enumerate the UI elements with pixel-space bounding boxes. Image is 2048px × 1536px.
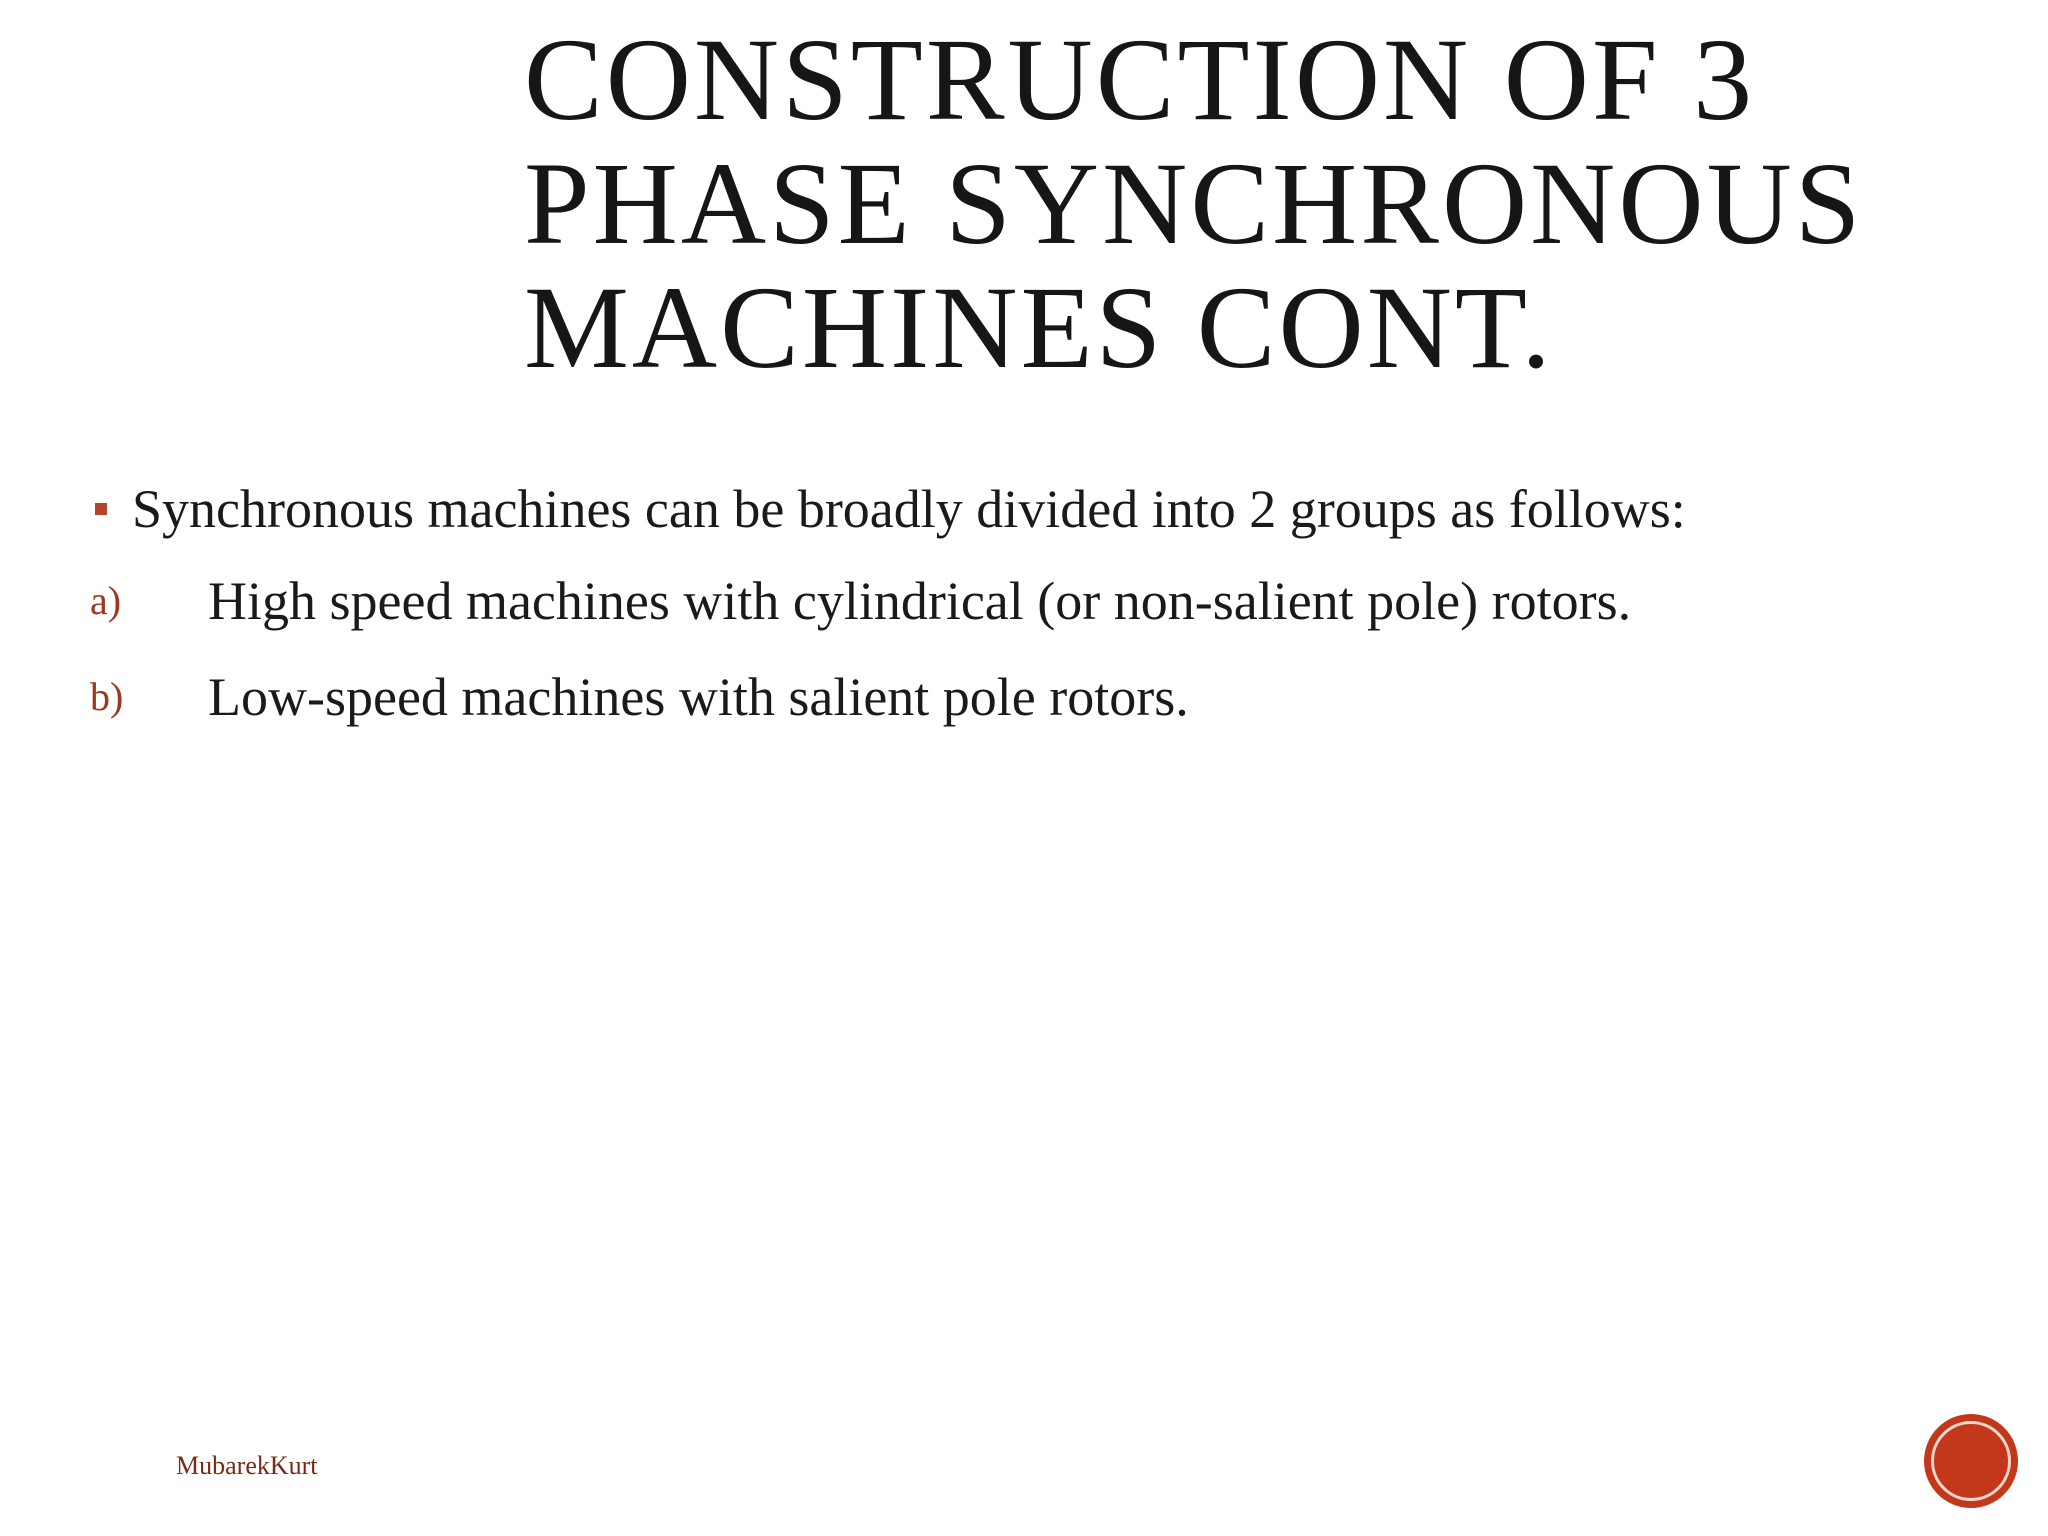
list-item-b-text: Low-speed machines with salient pole rotors. — [208, 667, 1189, 727]
square-bullet-icon — [95, 503, 107, 515]
title-line-1: CONSTRUCTION OF 3 — [524, 14, 1756, 145]
slide-nav-circle-icon[interactable] — [1924, 1414, 2018, 1508]
slide-title — [524, 14, 2004, 393]
list-item-a-text: High speed machines with cylindrical (or non-salient pole) rotors. — [208, 571, 1632, 631]
title-line-3: MACHINES CONT. — [524, 262, 1554, 393]
slide-content — [90, 478, 1810, 728]
list-item-a — [90, 570, 1810, 632]
list-marker-a: a) — [90, 578, 122, 623]
intro-bullet-text: Synchronous machines can be broadly divided into 2 groups as follows: — [132, 479, 1686, 539]
title-line-2: PHASE SYNCHRONOUS — [524, 138, 1864, 269]
intro-bullet — [90, 478, 1810, 540]
footer-author: MubarekKurt — [176, 1451, 318, 1480]
list-item-b — [90, 666, 1810, 728]
list-marker-b: b) — [90, 674, 124, 719]
